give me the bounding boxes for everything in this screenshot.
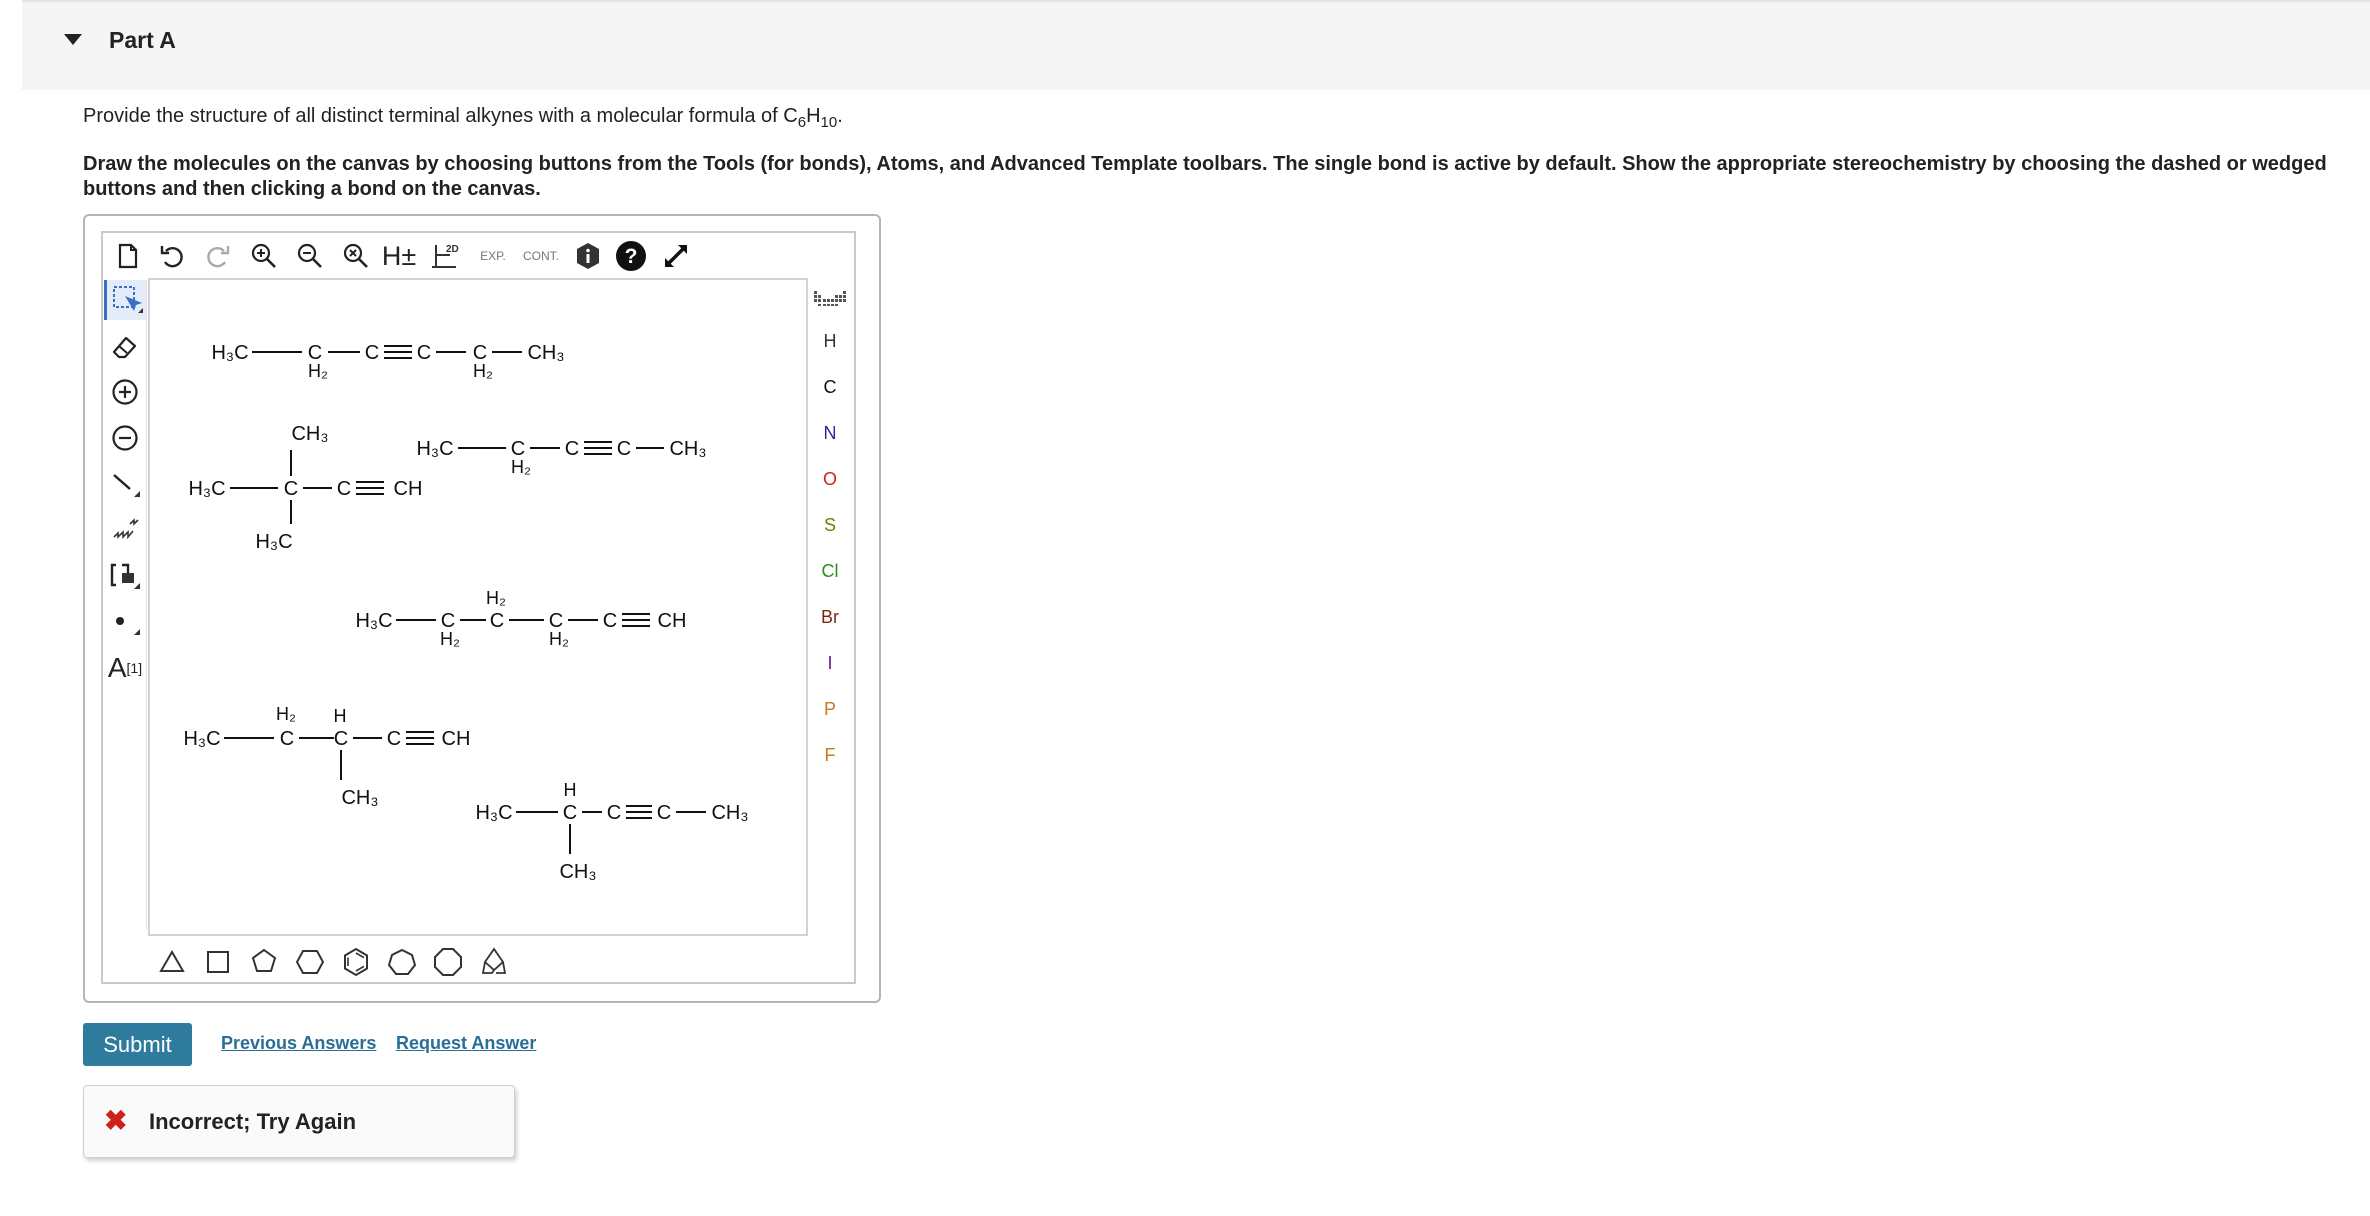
atom-label: H₂: [549, 629, 569, 649]
help-icon[interactable]: [614, 236, 648, 276]
molecule-3-methylpent-1-yne[interactable]: [183, 704, 470, 809]
molecule-drawing: [150, 280, 806, 934]
periodic-table-icon[interactable]: [810, 284, 850, 314]
heptagon-template-icon[interactable]: [384, 942, 420, 982]
collapse-caret-icon[interactable]: [64, 34, 82, 45]
atom-label: C: [283, 478, 299, 500]
zoom-reset-icon[interactable]: [339, 236, 373, 276]
atom-label: C: [336, 478, 352, 500]
atom-label: H₃C: [355, 610, 393, 632]
atom-button-s[interactable]: S: [823, 514, 836, 535]
atom-button-n[interactable]: N: [823, 422, 837, 443]
atom-label: C: [564, 438, 580, 460]
tools-toolbar: [104, 280, 147, 930]
new-document-icon[interactable]: [111, 236, 145, 276]
atom-label: H₃C: [475, 802, 513, 824]
formula-subscript-h: 10: [820, 114, 838, 131]
atoms-toolbar: [810, 282, 850, 782]
bicyclic-template-icon[interactable]: [476, 942, 512, 982]
atom-label: CH: [441, 728, 471, 750]
octagon-template-icon[interactable]: [430, 942, 466, 982]
question-text: [83, 105, 843, 131]
atom-label: H₃C: [188, 478, 226, 500]
incorrect-icon: ✖: [104, 1105, 128, 1136]
atom-label: H: [563, 780, 577, 800]
svg-text:?: ?: [624, 245, 638, 268]
atom-label: C: [602, 610, 618, 632]
contract-button[interactable]: [521, 236, 561, 276]
request-answer-link[interactable]: Request Answer: [396, 1033, 537, 1053]
templates-toolbar: [152, 942, 552, 982]
previous-answers-link[interactable]: Previous Answers: [221, 1033, 377, 1053]
formula-h: H: [806, 105, 821, 127]
atom-button-br[interactable]: Br: [821, 606, 839, 627]
atom-button-cl[interactable]: Cl: [821, 560, 839, 581]
atom-label: H₃C: [416, 438, 454, 460]
atom-label: H: [333, 706, 347, 726]
atom-label: C: [606, 802, 622, 824]
part-title: Part A: [109, 27, 176, 53]
atom-label: C: [416, 342, 432, 364]
atom-button-i[interactable]: I: [827, 652, 833, 673]
single-bond-icon[interactable]: [104, 464, 146, 504]
pentagon-template-icon[interactable]: [246, 942, 282, 982]
chain-tool-icon[interactable]: [104, 510, 146, 550]
zoom-in-icon[interactable]: [247, 236, 281, 276]
expand-label: EXP.: [480, 249, 506, 263]
contract-label: CONT.: [523, 249, 559, 263]
submit-button[interactable]: Submit: [83, 1023, 192, 1066]
feedback-text: Incorrect; Try Again: [149, 1109, 357, 1134]
atom-label: H₂: [276, 704, 296, 724]
square-template-icon[interactable]: [200, 942, 236, 982]
atom-label: CH: [393, 478, 423, 500]
expand-button[interactable]: [475, 236, 511, 276]
triangle-template-icon[interactable]: [154, 942, 190, 982]
increase-charge-icon[interactable]: [104, 372, 146, 412]
text-tool-label: A: [107, 652, 127, 683]
question-text-main: Provide the structure of all distinct terminal alkynes with a molecular formula of C: [83, 105, 798, 127]
atom-button-p[interactable]: P: [823, 698, 836, 719]
zoom-out-icon[interactable]: [293, 236, 327, 276]
formula-subscript-c: 6: [797, 114, 807, 131]
atom-label: H₂: [440, 629, 460, 649]
hexagon-template-icon[interactable]: [292, 942, 328, 982]
atom-label: CH₃: [291, 423, 329, 445]
atom-label: C: [307, 342, 323, 364]
atom-label: C: [616, 438, 632, 460]
undo-icon[interactable]: [155, 236, 189, 276]
clean-2d-icon[interactable]: [429, 236, 463, 276]
atom-label: CH₃: [711, 802, 749, 824]
atom-label: C: [656, 802, 672, 824]
atom-label: C: [472, 342, 488, 364]
atom-label: C: [562, 802, 578, 824]
atom-label: CH₃: [341, 787, 379, 809]
atom-label: H₃C: [255, 531, 293, 553]
atom-label: C: [489, 610, 505, 632]
molecule-3,3-dimethylbut-1-yne[interactable]: [188, 423, 422, 553]
fullscreen-icon[interactable]: [657, 236, 695, 276]
molecule-hex-2-yne[interactable]: [416, 438, 706, 477]
question-instructions: Draw the molecules on the canvas by choosing buttons from the Tools (for bonds), Atoms, and Advanced Template toolbars. The single bond is active by default. Show the appropriate stereochemistry by choosing the dashed or wedged buttons and then clicking a bond on the canvas.: [83, 153, 2327, 200]
atom-label: C: [364, 342, 380, 364]
atom-label: C: [510, 438, 526, 460]
benzene-template-icon[interactable]: [338, 942, 374, 982]
atom-button-h[interactable]: H: [823, 330, 837, 351]
atom-label: CH₃: [669, 438, 707, 460]
feedback-box: [83, 1085, 515, 1158]
bracket-tool-icon[interactable]: [104, 556, 146, 596]
redo-icon[interactable]: [201, 236, 235, 276]
add-hydrogens-button[interactable]: H±: [381, 240, 417, 271]
question-period: .: [837, 105, 843, 127]
text-tool-superscript: [1]: [126, 660, 143, 676]
atom-label: C: [548, 610, 564, 632]
text-tool[interactable]: [104, 648, 146, 688]
atom-button-o[interactable]: O: [822, 468, 837, 489]
atom-button-c[interactable]: C: [823, 376, 837, 397]
select-tool[interactable]: [104, 280, 146, 320]
atom-label: H₃C: [183, 728, 221, 750]
atom-label: CH₃: [527, 342, 565, 364]
info-icon[interactable]: [571, 236, 605, 276]
atom-label: CH: [657, 610, 687, 632]
decrease-charge-icon[interactable]: [104, 418, 146, 458]
atom-label: H₂: [486, 588, 506, 608]
part-header[interactable]: [22, 0, 2370, 90]
atom-button-f[interactable]: F: [824, 744, 836, 765]
eraser-icon[interactable]: [104, 326, 146, 366]
molecule-hex-3-yne[interactable]: [211, 342, 564, 381]
svg-text:2D: 2D: [446, 244, 459, 255]
atom-label: H₂: [308, 361, 328, 381]
radical-tool-icon[interactable]: [104, 602, 146, 642]
atom-label: H₃C: [211, 342, 249, 364]
atom-label: CH₃: [559, 861, 597, 883]
atom-label: C: [279, 728, 295, 750]
atom-label: C: [333, 728, 349, 750]
atom-label: H₂: [473, 361, 493, 381]
drawing-canvas[interactable]: [148, 278, 808, 936]
atom-label: C: [386, 728, 402, 750]
molecule-4-methylpent-2-yne[interactable]: [475, 780, 748, 883]
atom-label: C: [440, 610, 456, 632]
atom-label: H₂: [511, 457, 531, 477]
molecule-hex-1-yne[interactable]: [355, 588, 686, 649]
